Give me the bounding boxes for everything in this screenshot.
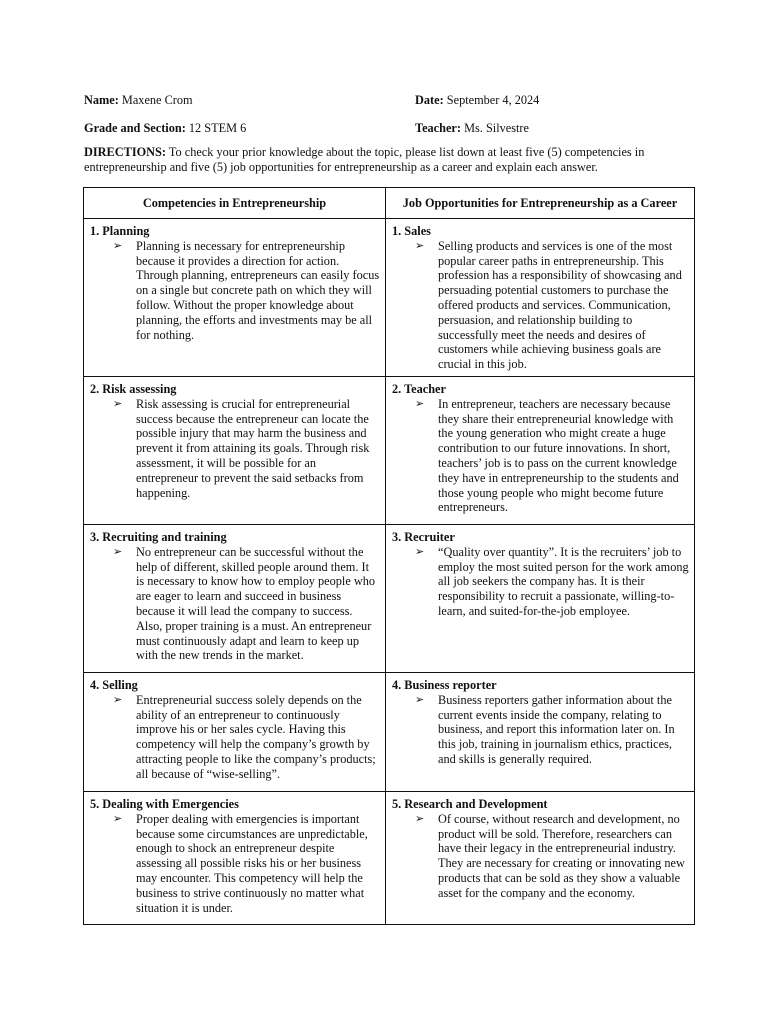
job-title: 2. Teacher [392,382,446,396]
directions-label: DIRECTIONS: [84,145,166,159]
arrowhead-bullet-icon: ➢ [113,811,123,825]
arrowhead-bullet-icon: ➢ [113,396,123,410]
answer-table [83,187,695,925]
arrowhead-bullet-icon: ➢ [415,238,425,252]
arrowhead-bullet-icon: ➢ [113,238,123,252]
competency-bullet [90,545,380,663]
teacher-label: Teacher: [415,121,461,135]
grade-section-field [84,121,246,136]
competency-text: Entrepreneurial success solely depends on the ability of an entrepreneur to continuously improve his or her sales cycle. Having this competency will help the company’s growth by attracting people to like the company’s products; all because of “wise-selling”. [136,692,376,781]
competency-title: 4. Selling [90,678,138,692]
column-header-job-opportunities: Job Opportunities for Entrepreneurship as a Career [386,188,695,219]
competency-bullet [90,239,380,343]
job-text: In entrepreneur, teachers are necessary because they share their entrepreneurial knowledge with the young generation who might create a huge contribution to our future innovations. In short, teachers’ job is to pass on the current knowledge they have in entrepreneurship to the students and those young people who might become future entrepreneurs. [438,396,679,515]
job-title: 4. Business reporter [392,678,497,692]
competency-cell [84,219,386,377]
directions-paragraph [84,145,694,175]
job-text: Selling products and services is one of the most popular career paths in entrepreneurship. This profession has a responsibility of showcasing and persuading potential customers to purchase the offered products and services. Communication, persuasion, and relationship building to successfully meet the needs and desires of customers while achieving business goals are crucial in this job. [438,238,682,372]
directions-text: To check your prior knowledge about the topic, please list down at least five (5) competencies in entrepreneurship and five (5) job opportunities for entrepreneurship as a career and explain each answer. [84,145,645,174]
arrowhead-bullet-icon: ➢ [415,544,425,558]
competency-bullet [90,397,380,501]
job-text: Of course, without research and development, no product will be sold. Therefore, researchers can have their legacy in the entrepreneurial industry. They are necessary for creating or innovating new products that can be sold as they show a valuable asset for the company and the economy. [438,811,685,900]
grade-value: 12 STEM 6 [188,121,247,135]
job-title: 5. Research and Development [392,797,548,811]
job-title: 3. Recruiter [392,530,455,544]
name-label: Name: [84,93,119,107]
teacher-field [415,121,529,136]
column-header-competencies: Competencies in Entrepreneurship [84,188,386,219]
job-bullet [392,693,689,767]
job-bullet [392,545,689,619]
competency-cell [84,525,386,673]
competency-title: 1. Planning [90,224,150,238]
table-row [84,219,695,377]
grade-label: Grade and Section: [84,121,186,135]
arrowhead-bullet-icon: ➢ [415,396,425,410]
competency-title: 5. Dealing with Emergencies [90,797,239,811]
job-cell [386,219,695,377]
name-value: Maxene Crom [121,93,193,107]
teacher-value: Ms. Silvestre [464,121,529,135]
arrowhead-bullet-icon: ➢ [415,811,425,825]
competency-text: Risk assessing is crucial for entrepreneurial success because the entrepreneur can locate the possible injury that may harm the business and prevent it from attaining its goals. Through risk assessment, it will be possible for an entrepreneur to prevent the said setbacks from happening. [136,396,370,500]
name-field [84,93,193,108]
job-cell [386,377,695,525]
job-bullet [392,812,689,901]
competency-bullet [90,812,380,916]
competency-cell [84,792,386,925]
competency-cell [84,377,386,525]
job-title: 1. Sales [392,224,431,238]
table-row [84,525,695,673]
table-row [84,673,695,792]
competency-text: Planning is necessary for entrepreneurship because it provides a direction for action. Through planning, entrepreneurs can easily focus on a single but concrete path on which they will follow. Without the proper knowledge about planning, the efforts and investments may be all for nothing. [136,238,380,342]
arrowhead-bullet-icon: ➢ [113,544,123,558]
competency-cell [84,673,386,792]
job-text: Business reporters gather information about the current events inside the company, relating to business, and report this information later on. In this job, training in journalism ethics, practices, and skills is generally required. [438,692,675,766]
date-label: Date: [415,93,444,107]
arrowhead-bullet-icon: ➢ [113,692,123,706]
arrowhead-bullet-icon: ➢ [415,692,425,706]
job-cell [386,792,695,925]
competency-bullet [90,693,380,782]
job-cell [386,525,695,673]
competency-title: 2. Risk assessing [90,382,177,396]
table-header-row [84,188,695,219]
competency-text: No entrepreneur can be successful without the help of different, skilled people around them. It is necessary to know how to employ people who are eager to learn and succeed in business because it will lead the company to success. Also, proper training is a must. An entrepreneur must continuously adapt and learn to keep up with the new trends in the market. [136,544,376,663]
competency-title: 3. Recruiting and training [90,530,227,544]
job-text: “Quality over quantity”. It is the recruiters’ job to employ the most suited person for the work among all job seekers the company has. It is their responsibility to recruit a passionate, willing-to-learn, and suited-for-the-job employee. [438,544,689,618]
date-field [415,93,539,108]
date-value: September 4, 2024 [446,93,540,107]
job-bullet [392,397,689,515]
competency-text: Proper dealing with emergencies is important because some circumstances are unpredictable, enough to shock an entrepreneur despite assessing all possible risks his or her business may encounter. This competency will help the business to strive continuously no matter what situation it is under. [136,811,368,915]
table-row [84,377,695,525]
table-row [84,792,695,925]
job-cell [386,673,695,792]
job-bullet [392,239,689,372]
